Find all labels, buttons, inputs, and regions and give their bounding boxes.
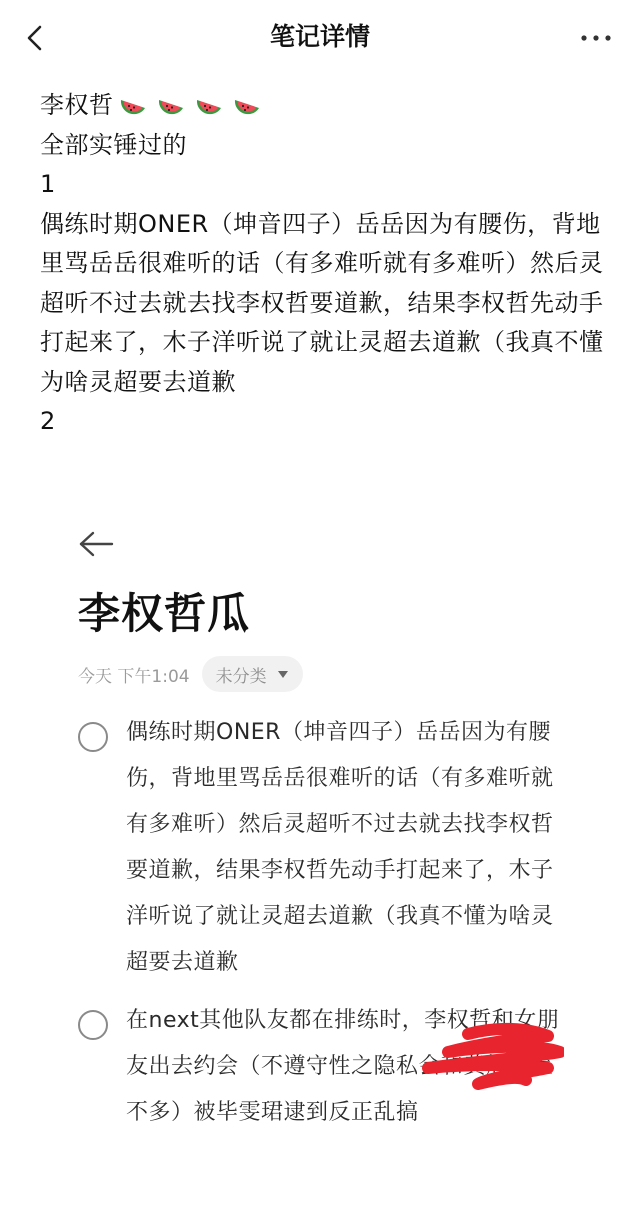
- todo-checkbox[interactable]: [78, 722, 108, 752]
- more-dots-icon[interactable]: [578, 24, 614, 50]
- category-dropdown[interactable]: [202, 656, 303, 692]
- note-body: [40, 86, 606, 442]
- note-line-1: [40, 86, 606, 126]
- watermelon-icon: [118, 91, 148, 121]
- note-line-4: 2: [40, 407, 56, 435]
- arrow-left-icon[interactable]: [78, 530, 114, 558]
- todo-item: [78, 710, 578, 990]
- watermelon-icon: [156, 91, 186, 121]
- note-paragraph: 偶练时期ONER（坤音四子）岳岳因为有腰伤，背地里骂岳岳很难听的话（有多难听就有多难听）然后灵超听不过去就去找李权哲要道歉，结果李权哲先动手打起来了，木子洋听说了就让灵超去道歉（我真不懂为啥灵超要去道歉: [40, 209, 604, 396]
- embedded-note-screenshot: [0, 510, 640, 1209]
- triangle-down-icon: [277, 670, 289, 679]
- note-line-2: 全部实锤过的: [40, 130, 187, 159]
- top-nav-bar: [0, 0, 640, 76]
- todo-text: 偶练时期ONER（坤音四子）岳岳因为有腰伤，背地里骂岳岳很难听的话（有多难听就有多难听）然后灵超听不过去就去找李权哲要道歉，结果李权哲先动手打起来了，木子洋听说了就让灵超去道歉（我真不懂为啥灵超要去道歉: [126, 720, 554, 975]
- embedded-note-title: 李权哲瓜: [78, 589, 251, 638]
- note-meta: [78, 656, 303, 692]
- watermelon-icon: [232, 91, 262, 121]
- todo-item: [78, 998, 578, 1178]
- todo-checkbox[interactable]: [78, 1010, 108, 1040]
- todo-text: 在next其他队友都在排练时，李权哲和女朋友出去约会（不遵守性之隐私会和黄旭熙差不多）被毕雯珺逮到反正乱搞: [126, 1008, 560, 1125]
- watermelon-icon: [194, 91, 224, 121]
- watermelon-emoji-row: [118, 91, 262, 121]
- category-label: 未分类: [215, 666, 267, 687]
- note-line-3: 1: [40, 170, 56, 198]
- page-title: 笔记详情: [269, 22, 370, 51]
- note-title-text: 李权哲: [40, 91, 114, 119]
- note-date: 今天 下午1:04: [78, 666, 190, 687]
